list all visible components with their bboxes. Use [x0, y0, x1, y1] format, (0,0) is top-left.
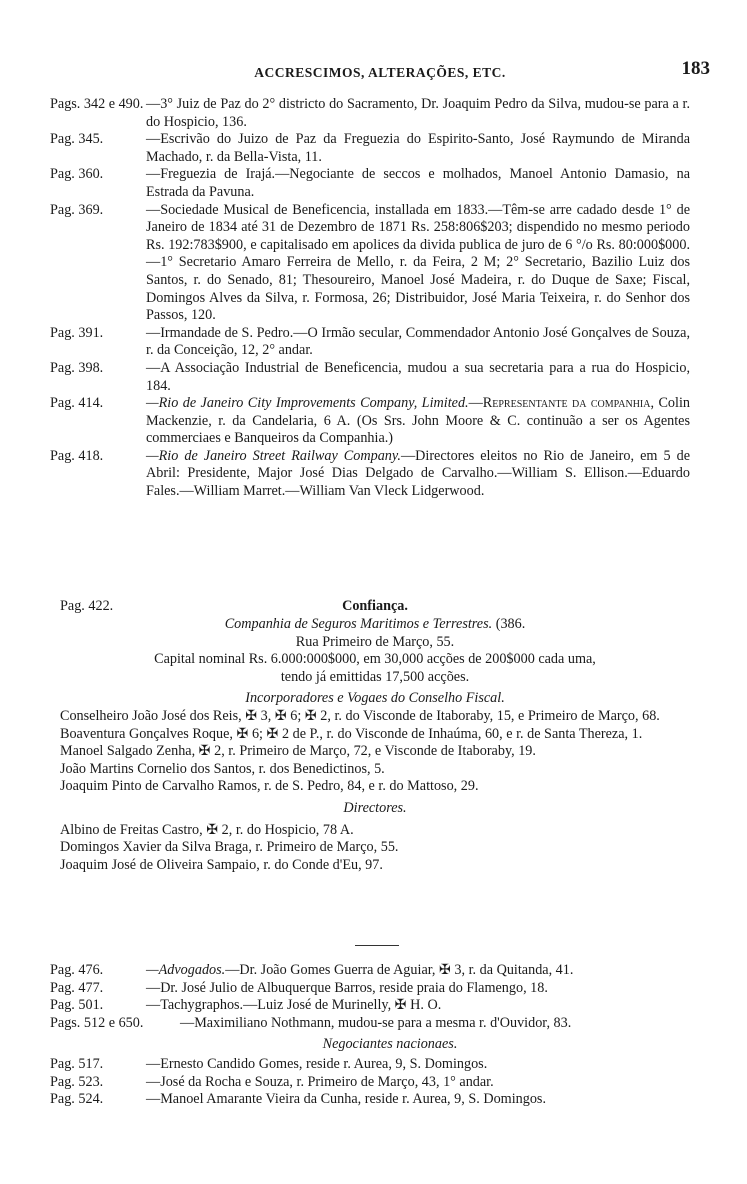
entry-text: —Manoel Amarante Vieira da Cunha, reside r. Aurea, 9, S. Domingos. [146, 1091, 546, 1108]
list-item [50, 1091, 690, 1109]
list-item [50, 1074, 690, 1092]
entry-label: Pag. 476. [50, 962, 104, 978]
entry-text-rest: —Dr. João Gomes Guerra de Aguiar, ✠ 3, r. da Quitanda, 41. [225, 962, 574, 978]
list-item: Albino de Freitas Castro, ✠ 2, r. do Hospicio, 78 A. [60, 821, 354, 838]
entry-label: Pag. 360. [50, 166, 104, 183]
capital-line-2: tendo já emittidas 17,500 acções. [280, 668, 470, 685]
company-name: —Rio de Janeiro Street Railway Company. [146, 447, 401, 464]
section-title: Confiança. [342, 598, 408, 614]
entry-text: —Freguezia de Irajá.—Negociante de seccos e molhados, Manoel Antonio Damasio, na Estrada da Pavuna. [146, 166, 690, 200]
entry-label: Pag. 501. [50, 997, 104, 1014]
entry-text-rest: —Directores eleitos no Rio de Janeiro, em 5 de Abril: Presidente, Major José Dias Delgado de Carvalho.—William S. Ellison.—Eduardo Fales.—William Marret.—William Van Vleck Lidgerwood. [146, 447, 690, 500]
list-item [50, 96, 690, 131]
entry-label: Pag. 391. [50, 324, 104, 341]
company-address: Rua Primeiro de Março, 55. [295, 633, 455, 650]
entry-label: Pags. 512 e 650. [50, 1014, 144, 1031]
entry-label: Pag. 369. [50, 201, 104, 218]
list-item: Manoel Salgado Zenha, ✠ 2, r. Primeiro de Março, 72, e Visconde de Itaboraby, 19. [60, 743, 536, 760]
entry-text: —José da Rocha e Souza, r. Primeiro de Março, 43, 1° andar. [146, 1073, 494, 1090]
entry-label: Pag. 523. [50, 1073, 104, 1090]
entry-text: —Ernesto Candido Gomes, reside r. Aurea, 9, S. Domingos. [146, 1055, 488, 1072]
entries-bottom [50, 962, 690, 1109]
entry-label: Pag. 422. [60, 598, 114, 614]
confianca-section [60, 598, 690, 874]
entry-text: —Escrivão do Juizo de Paz da Freguezia do Espirito-Santo, José Raymundo de Miranda Machado, r. da Bella-Vista, 11. [146, 131, 690, 165]
page-header [50, 58, 710, 86]
entry-text: —Irmandade de S. Pedro.—O Irmão secular, Commendador Antonio José Gonçalves de Souza, r. da Conceição, 12, 2° andar. [146, 324, 690, 359]
entry-text: —Dr. José Julio de Albuquerque Barros, reside praia do Flamengo, 18. [146, 979, 548, 996]
entry-text: —Tachygraphos.—Luiz José de Murinelly, ✠ H. O. [146, 997, 442, 1014]
entry-text [146, 395, 690, 448]
entry-label: Pag. 414. [50, 395, 104, 412]
entry-label: Pag. 418. [50, 447, 104, 464]
list-item [50, 1015, 690, 1033]
list-item [50, 980, 690, 998]
entry-text: —A Associação Industrial de Beneficencia, mudou a sua secretaria para a rua do Hospicio, 184. [146, 359, 690, 394]
company-subtitle-text: Companhia de Seguros Maritimos e Terrestres. [224, 616, 493, 632]
representative-label: —Representante da companhia, [468, 395, 655, 412]
page-number: 183 [681, 58, 710, 79]
company-name: —Rio de Janeiro City Improvements Company, Limited. [146, 395, 469, 412]
list-item [50, 131, 690, 166]
list-item [50, 395, 690, 448]
entry-label: Pag. 345. [50, 131, 104, 148]
list-item: Boaventura Gonçalves Roque, ✠ 6; ✠ 2 de P., r. do Visconde de Inhaúma, 60, e r. de Santa Thereza, 1. [60, 725, 643, 742]
entries-top [50, 96, 690, 501]
list-item [50, 325, 690, 360]
category-name: —Advogados. [146, 962, 226, 978]
list-item: Joaquim José de Oliveira Sampaio, r. do Conde d'Eu, 97. [60, 856, 383, 873]
list-item: Conselheiro João José dos Reis, ✠ 3, ✠ 6; ✠ 2, r. do Visconde de Itaboraby, 15, e Primeiro de Março, 68. [60, 707, 660, 724]
entry-text [146, 962, 690, 980]
company-subtitle [60, 616, 690, 634]
entry-text-rest: Colin Mackenzie, r. da Candelaria, 6 A. (Os Srs. John Moore & C. continuão a ser os Agentes commerciaes e Banqueiros da Companhia.) [146, 395, 690, 447]
list-item [50, 448, 690, 501]
list-item [50, 997, 690, 1015]
divider [355, 945, 399, 946]
list-item: João Martins Cornelio dos Santos, r. dos Benedictinos, 5. [60, 760, 385, 777]
section-heading-negociantes: Negociantes nacionaes. [322, 1036, 458, 1053]
list-item: Joaquim Pinto de Carvalho Ramos, r. de S. Pedro, 84, e r. do Mattoso, 29. [60, 778, 479, 795]
capital-line-1: Capital nominal Rs. 6.000:000$000, em 30,000 acções de 200$000 cada uma, [154, 651, 596, 668]
entry-text: —Sociedade Musical de Beneficencia, installada em 1833.—Têm-se arre cadado desde 1° de Janeiro de 1834 até 31 de Dezembro de 1871 Rs. 258:806$203; dispendido no mesmo periodo Rs. 192:783$900, e capitalisado em apolices da divida publica de juro de 6 °/o Rs. 80:000$000. —1° Secretario Amaro Ferreira de Mello, r. da Feira, 2 M; 2° Secretario, Bazilio Luiz dos Santos, r. do Senado, 81; Thesoureiro, Manoel José Madeira, r. do Duque de Saxe; Fiscal, Domingos Alves da Silva, r. Formosa, 26; Distribuidor, José Maria Teixeira, r. do Senhor dos Passos, 120. [146, 201, 690, 324]
entry-label: Pag. 398. [50, 359, 104, 376]
entry-label: Pags. 342 e 490. [50, 96, 144, 112]
running-title: ACCRESCIMOS, ALTERAÇÕES, ETC. [254, 65, 506, 80]
section-heading-directores: Directores. [343, 799, 407, 816]
entry-text [146, 448, 690, 501]
entry-label: Pag. 477. [50, 979, 104, 996]
entry-text: —Maximiliano Nothmann, mudou-se para a mesma r. d'Ouvidor, 83. [180, 1014, 572, 1031]
list-item [50, 360, 690, 395]
entry-label: Pag. 524. [50, 1091, 104, 1108]
entry-label: Pag. 517. [50, 1055, 104, 1072]
list-item [50, 202, 690, 325]
company-subtitle-ref: (386. [492, 616, 526, 632]
list-item [50, 1056, 690, 1074]
list-item [50, 962, 690, 980]
section-heading-incorporadores: Incorporadores e Vogaes do Conselho Fiscal. [245, 690, 505, 707]
list-item: Domingos Xavier da Silva Braga, r. Primeiro de Março, 55. [60, 839, 399, 856]
list-item [50, 166, 690, 201]
entry-text: —3° Juiz de Paz do 2° districto do Sacramento, Dr. Joaquim Pedro da Silva, mudou-se para a r. do Hospicio, 136. [146, 96, 690, 130]
